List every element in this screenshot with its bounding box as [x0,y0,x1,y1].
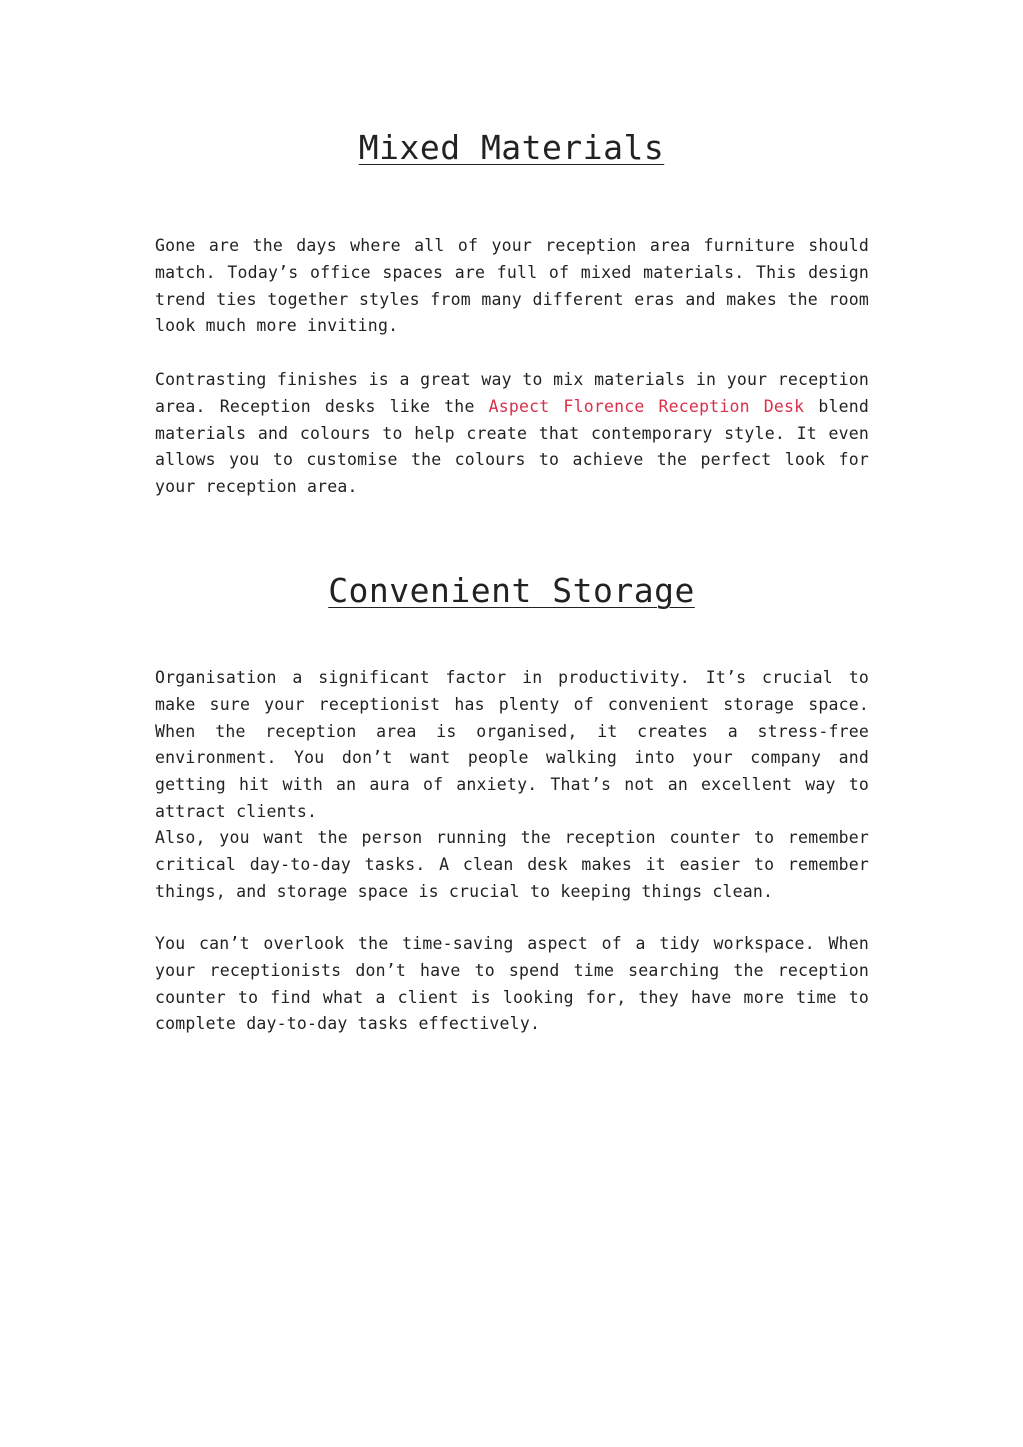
paragraph-contrasting-finishes [155,367,869,501]
paragraph-critical-tasks: Also, you want the person running the reception counter to remember critical day-to-day tasks. A clean desk makes it easier to remember things, and storage space is crucial to keeping things clean. [155,828,869,901]
section-heading-convenient-storage [0,571,1023,610]
paragraph-mixed-materials-intro: Gone are the days where all of your reception area furniture should match. Today’s office spaces are full of mixed materials. This design trend ties together styles from many different eras and makes the room look much more inviting. [155,236,869,336]
paragraph-text: Contrasting finishes is a great way to mix materials in your reception area. Reception desks like the [155,370,869,416]
paragraph-time-saving: You can’t overlook the time-saving aspect of a tidy workspace. When your receptionists don’t have to spend time searching the reception counter to find what a client is looking for, they have more time to complete day-to-day tasks effectively. [155,934,869,1034]
aspect-florence-reception-desk-link[interactable]: Aspect Florence Reception Desk [488,396,805,416]
paragraph-organisation: Organisation a significant factor in productivity. It’s crucial to make sure your receptionist has plenty of convenient storage space. When the reception area is organised, it creates a stress-free environment. You don’t want people walking into your company and getting hit with an aura of anxiety. That’s not an excellent way to attract clients. [155,668,869,821]
section-heading-mixed-materials [0,128,1023,167]
heading-text: Convenient Storage [328,571,695,610]
heading-text: Mixed Materials [358,128,665,167]
paragraph-text: blend materials and colours to help create that contemporary style. It even allows you to customise the colours to achieve the perfect look for your reception area. [155,396,869,497]
